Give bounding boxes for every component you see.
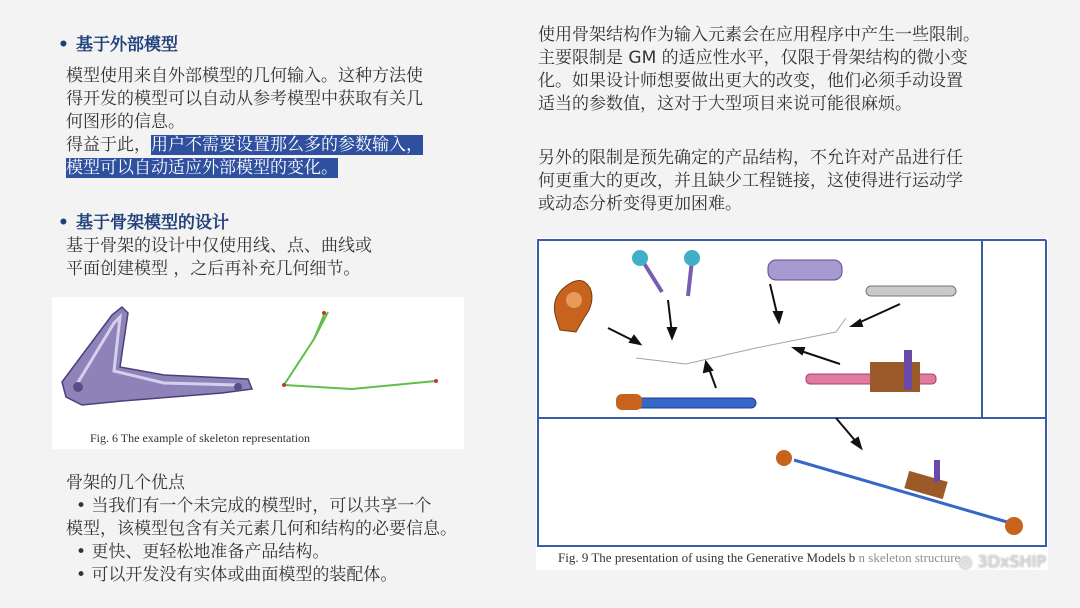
skeleton-lines <box>636 318 846 364</box>
advantage-item: • 更快、更轻松地准备产品结构。 <box>76 542 330 562</box>
section2-heading <box>58 208 229 233</box>
right-line: 适当的参数值，这对于大型项目来说可能很麻烦。 <box>538 94 912 114</box>
rod-parts <box>632 250 700 296</box>
advantages-title: 骨架的几个优点 <box>66 473 185 493</box>
caption-tail: n skeleton structure <box>858 550 961 565</box>
advantage-item: • 可以开发没有实体或曲面模型的装配体。 <box>76 565 398 585</box>
figure-caption: Fig. 6 The example of skeleton representation <box>90 431 311 445</box>
right-line: 使用骨架结构作为输入元素会在应用程序中产生一些限制。 <box>538 25 980 45</box>
right-paragraph-1 <box>538 24 980 116</box>
bullet-dot: • <box>58 35 69 55</box>
skeleton-point <box>434 379 438 383</box>
highlighted-text: 用户不需要设置那么多的参数输入， <box>151 135 423 155</box>
watermark <box>958 552 1046 571</box>
skeleton-illustration <box>52 297 464 449</box>
wechat-icon: ◎ <box>958 552 978 571</box>
section1-plain-text: 得益于此， <box>66 135 151 155</box>
figure-generative-models <box>536 238 1048 570</box>
section2-body <box>66 235 372 281</box>
solid-part-hole <box>73 382 83 392</box>
skeleton-line <box>284 381 436 389</box>
advantages-block <box>66 472 457 587</box>
clamp-part <box>554 280 592 332</box>
advantage-item: • 当我们有一个未完成的模型时，可以共享一个 <box>76 496 432 516</box>
right-line: 化。如果设计师想要做出更大的改变，他们必须手动设置 <box>538 71 963 91</box>
section2-heading-text: 基于骨架模型的设计 <box>76 213 229 233</box>
section1-body <box>66 65 423 180</box>
figure-caption <box>558 550 960 566</box>
section1-heading <box>58 30 178 55</box>
watermark-text: 3DxSHIP <box>977 552 1046 571</box>
figure-skeleton-example <box>52 297 464 449</box>
solid-part-hole <box>234 383 242 391</box>
skeleton-point <box>322 311 326 315</box>
section1-heading-text: 基于外部模型 <box>76 35 178 55</box>
right-line: 另外的限制是预先确定的产品结构，不允许对产品进行任 <box>538 148 963 168</box>
cylinder-part <box>768 260 842 280</box>
advantage-item: 模型，该模型包含有关元素几何和结构的必要信息。 <box>66 519 457 539</box>
section1-line: 模型使用来自外部模型的几何输入。这种方法使 <box>66 66 423 86</box>
section2-line: 平面创建模型 ，之后再补充几何细节。 <box>66 259 361 279</box>
rack-assembly <box>806 350 936 392</box>
caption-main: Fig. 9 The presentation of using the Generative Models b <box>558 550 856 565</box>
skeleton-line <box>284 315 324 385</box>
bullet-dot: • <box>58 213 69 233</box>
shaft-part <box>866 286 956 296</box>
right-paragraph-2 <box>538 147 963 216</box>
section1-line <box>66 157 423 180</box>
blue-bar-part <box>616 394 756 410</box>
section1-line: 何图形的信息。 <box>66 112 185 132</box>
section2-line: 基于骨架的设计中仅使用线、点、曲线或 <box>66 236 372 256</box>
skeleton-point <box>282 383 286 387</box>
skeleton-line <box>314 312 328 339</box>
solid-part-shape <box>62 307 252 405</box>
assembled-product <box>776 450 1023 535</box>
right-line: 何更重大的更改，并且缺少工程链接，这使得进行运动学 <box>538 171 963 191</box>
arrows <box>608 284 900 448</box>
section1-line <box>66 134 423 157</box>
generative-models-illustration <box>536 238 1048 570</box>
bottom-frame <box>538 418 1046 546</box>
section1-line: 得开发的模型可以自动从参考模型中获取有关几 <box>66 89 423 109</box>
highlighted-text: 模型可以自动适应外部模型的变化。 <box>66 158 338 178</box>
right-line: 或动态分析变得更加困难。 <box>538 194 742 214</box>
right-line: 主要限制是 GM 的适应性水平，仅限于骨架结构的微小变 <box>538 48 968 68</box>
